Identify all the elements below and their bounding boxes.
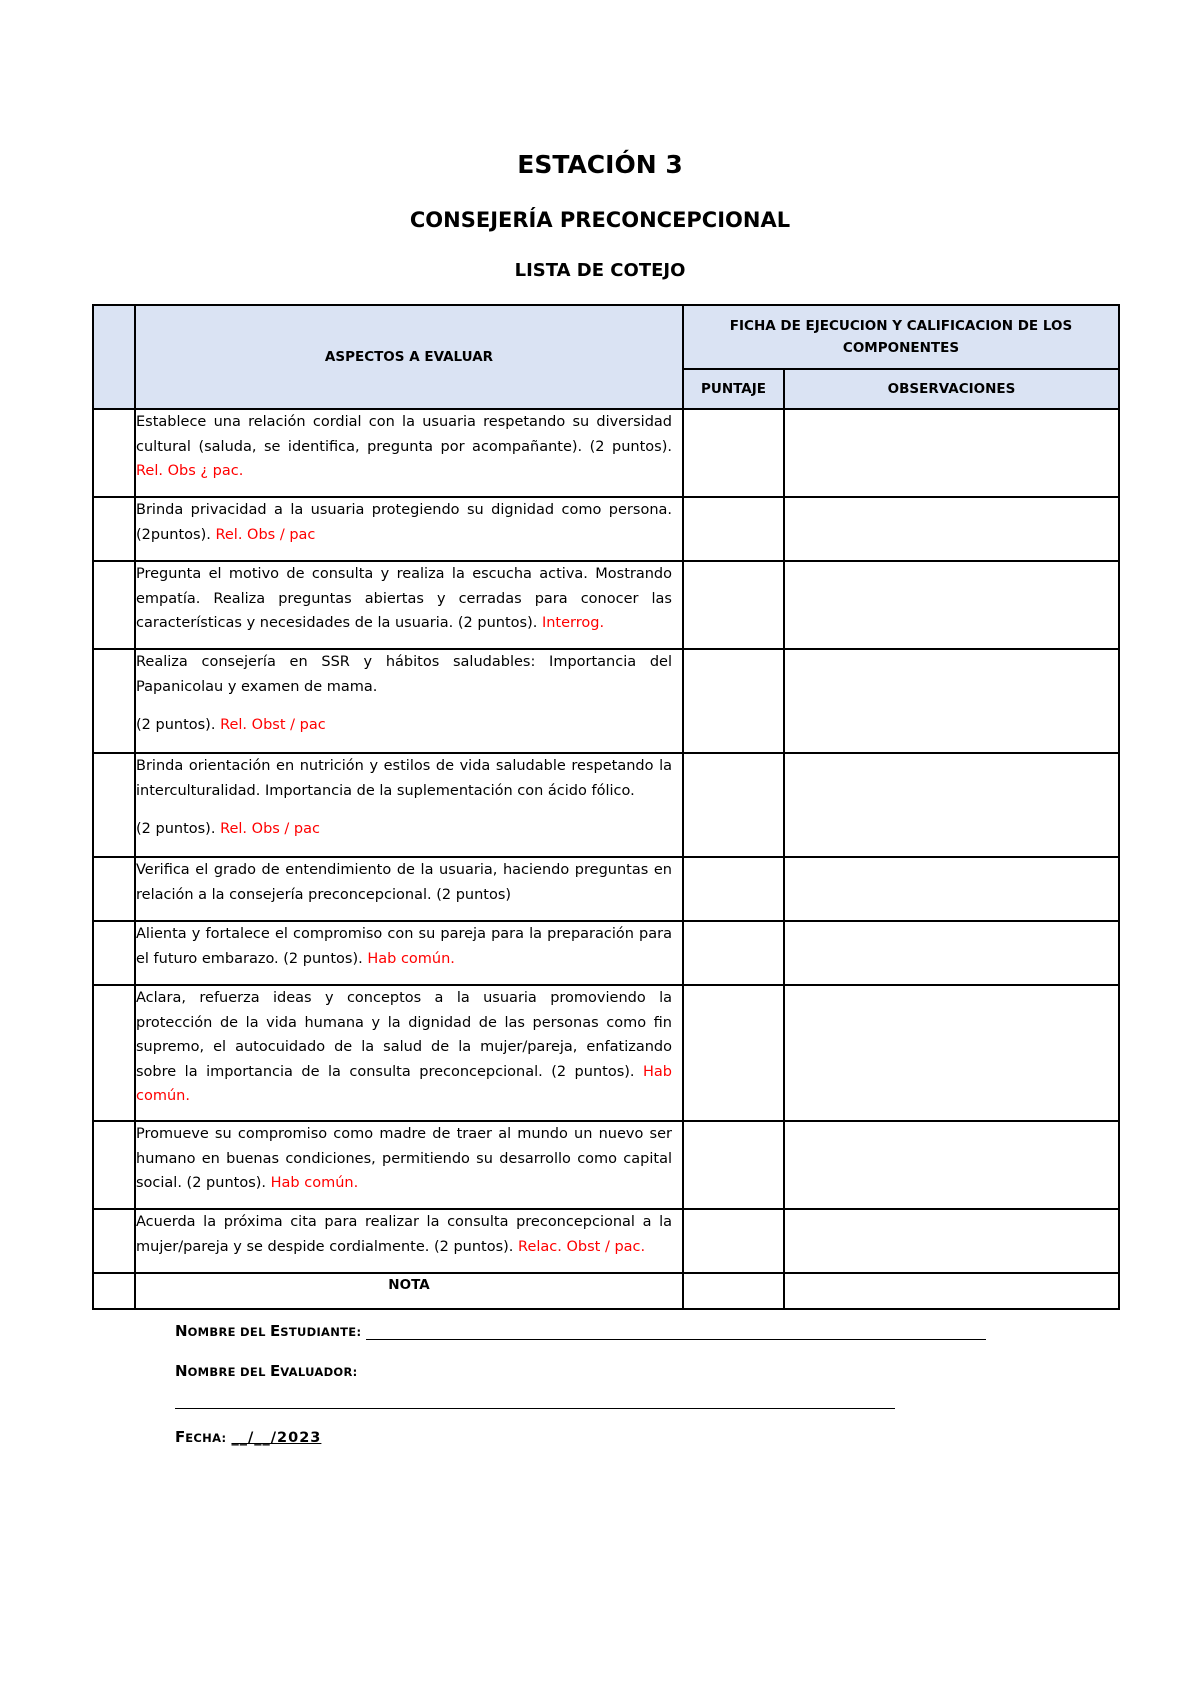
date-field [175,1428,321,1446]
table-row [93,753,1119,857]
score-cell[interactable] [683,1121,784,1209]
date-label: FECHA: [175,1428,227,1446]
observations-cell[interactable] [784,1209,1119,1273]
table-row [93,921,1119,985]
group-header: FICHA DE EJECUCION Y CALIFICACION DE LOS COMPONENTES [683,305,1119,369]
observations-cell[interactable] [784,753,1119,857]
index-cell [93,753,135,857]
nota-label: NOTA [135,1273,683,1309]
table-row [93,857,1119,921]
checklist-table [92,304,1120,1310]
index-cell [93,561,135,649]
aspect-cell: Pregunta el motivo de consulta y realiza la escucha activa. Mostrando empatía. Realiza preguntas abiertas y cerradas para conocer las características y necesidades de la usuaria. (2 puntos). Interrog. [135,561,683,649]
date-value[interactable]: __/__/2023 [231,1430,322,1446]
index-cell [93,857,135,921]
aspect-cell: Verifica el grado de entendimiento de la usuaria, haciendo preguntas en relación a la consejería preconcepcional. (2 puntos) [135,857,683,921]
aspect-cell: Acuerda la próxima cita para realizar la consulta preconcepcional a la mujer/pareja y se despide cordialmente. (2 puntos). Relac. Obst / pac. [135,1209,683,1273]
observations-cell[interactable] [784,649,1119,753]
assessment-tag: Hab común. [270,1175,359,1191]
student-name-field [175,1322,986,1340]
index-cell [93,649,135,753]
assessment-tag: Rel. Obs / pac [215,526,316,543]
assessment-tag: Rel. Obst / pac [220,717,326,733]
aspect-cell: Establece una relación cordial con la usuaria respetando su diversidad cultural (saluda, se identifica, pregunta por acompañante). (2 puntos). Rel. Obs ¿ pac. [135,409,683,497]
table-row [93,649,1119,753]
aspect-cell: Realiza consejería en SSR y hábitos saludables: Importancia del Papanicolau y examen de mama. (2 puntos). Rel. Obst / pac [135,649,683,753]
assessment-tag: Hab común. [367,950,455,967]
topic-title: CONSEJERÍA PRECONCEPCIONAL [409,208,791,232]
index-cell [93,497,135,561]
nota-score-cell[interactable] [683,1273,784,1309]
checklist-title: LISTA DE COTEJO [514,260,686,281]
score-cell[interactable] [683,921,784,985]
student-name-label: NOMBRE DEL ESTUDIANTE: [175,1322,362,1340]
observations-cell[interactable] [784,1121,1119,1209]
nota-observations-cell[interactable] [784,1273,1119,1309]
header-row [93,305,1119,369]
station-title: ESTACIÓN 3 [517,150,683,179]
nota-row [93,1273,1119,1309]
observations-cell[interactable] [784,497,1119,561]
score-cell[interactable] [683,1209,784,1273]
aspects-header: ASPECTOS A EVALUAR [135,305,683,409]
assessment-tag: Hab común. [136,1063,673,1104]
score-cell[interactable] [683,649,784,753]
student-name-line[interactable] [366,1339,986,1340]
aspect-cell: Brinda privacidad a la usuaria protegiendo su dignidad como persona. (2puntos). Rel. Obs / pac [135,497,683,561]
score-cell[interactable] [683,409,784,497]
score-cell[interactable] [683,985,784,1121]
table-row [93,1209,1119,1273]
table-row [93,409,1119,497]
index-cell [93,1209,135,1273]
score-cell[interactable] [683,857,784,921]
aspect-cell: Brinda orientación en nutrición y estilos de vida saludable respetando la interculturalidad. Importancia de la suplementación con ácido fólico. (2 puntos). Rel. Obs / pac [135,753,683,857]
assessment-tag: Interrog. [541,615,605,631]
score-cell[interactable] [683,561,784,649]
aspect-cell: Alienta y fortalece el compromiso con su pareja para la preparación para el futuro embarazo. (2 puntos). Hab común. [135,921,683,985]
table-row [93,1121,1119,1209]
observations-cell[interactable] [784,561,1119,649]
assessment-tag: Rel. Obs / pac [220,821,320,837]
observations-cell[interactable] [784,921,1119,985]
index-cell [93,1121,135,1209]
index-cell [93,921,135,985]
evaluator-name-line[interactable] [175,1408,895,1409]
assessment-tag: Relac. Obst / pac. [518,1238,646,1255]
observations-header: OBSERVACIONES [784,369,1119,409]
index-header-cell [93,305,135,409]
table-row [93,985,1119,1121]
index-cell [93,409,135,497]
observations-cell[interactable] [784,409,1119,497]
score-cell[interactable] [683,497,784,561]
observations-cell[interactable] [784,857,1119,921]
score-header: PUNTAJE [683,369,784,409]
aspect-cell: Aclara, refuerza ideas y conceptos a la usuaria promoviendo la protección de la vida humana y la dignidad de las personas como fin supremo, el autocuidado de la salud de la mujer/pareja, enfatizando sobre la importancia de la consulta preconcepcional. (2 puntos). Hab común. [135,985,683,1121]
assessment-tag: Rel. Obs ¿ pac. [136,463,244,479]
table-row [93,497,1119,561]
index-cell [93,1273,135,1309]
evaluator-name-label: NOMBRE DEL EVALUADOR: [175,1362,358,1380]
observations-cell[interactable] [784,985,1119,1121]
aspect-cell: Promueve su compromiso como madre de traer al mundo un nuevo ser humano en buenas condiciones, permitiendo su desarrollo como capital social. (2 puntos). Hab común. [135,1121,683,1209]
score-cell[interactable] [683,753,784,857]
table-row [93,561,1119,649]
index-cell [93,985,135,1121]
